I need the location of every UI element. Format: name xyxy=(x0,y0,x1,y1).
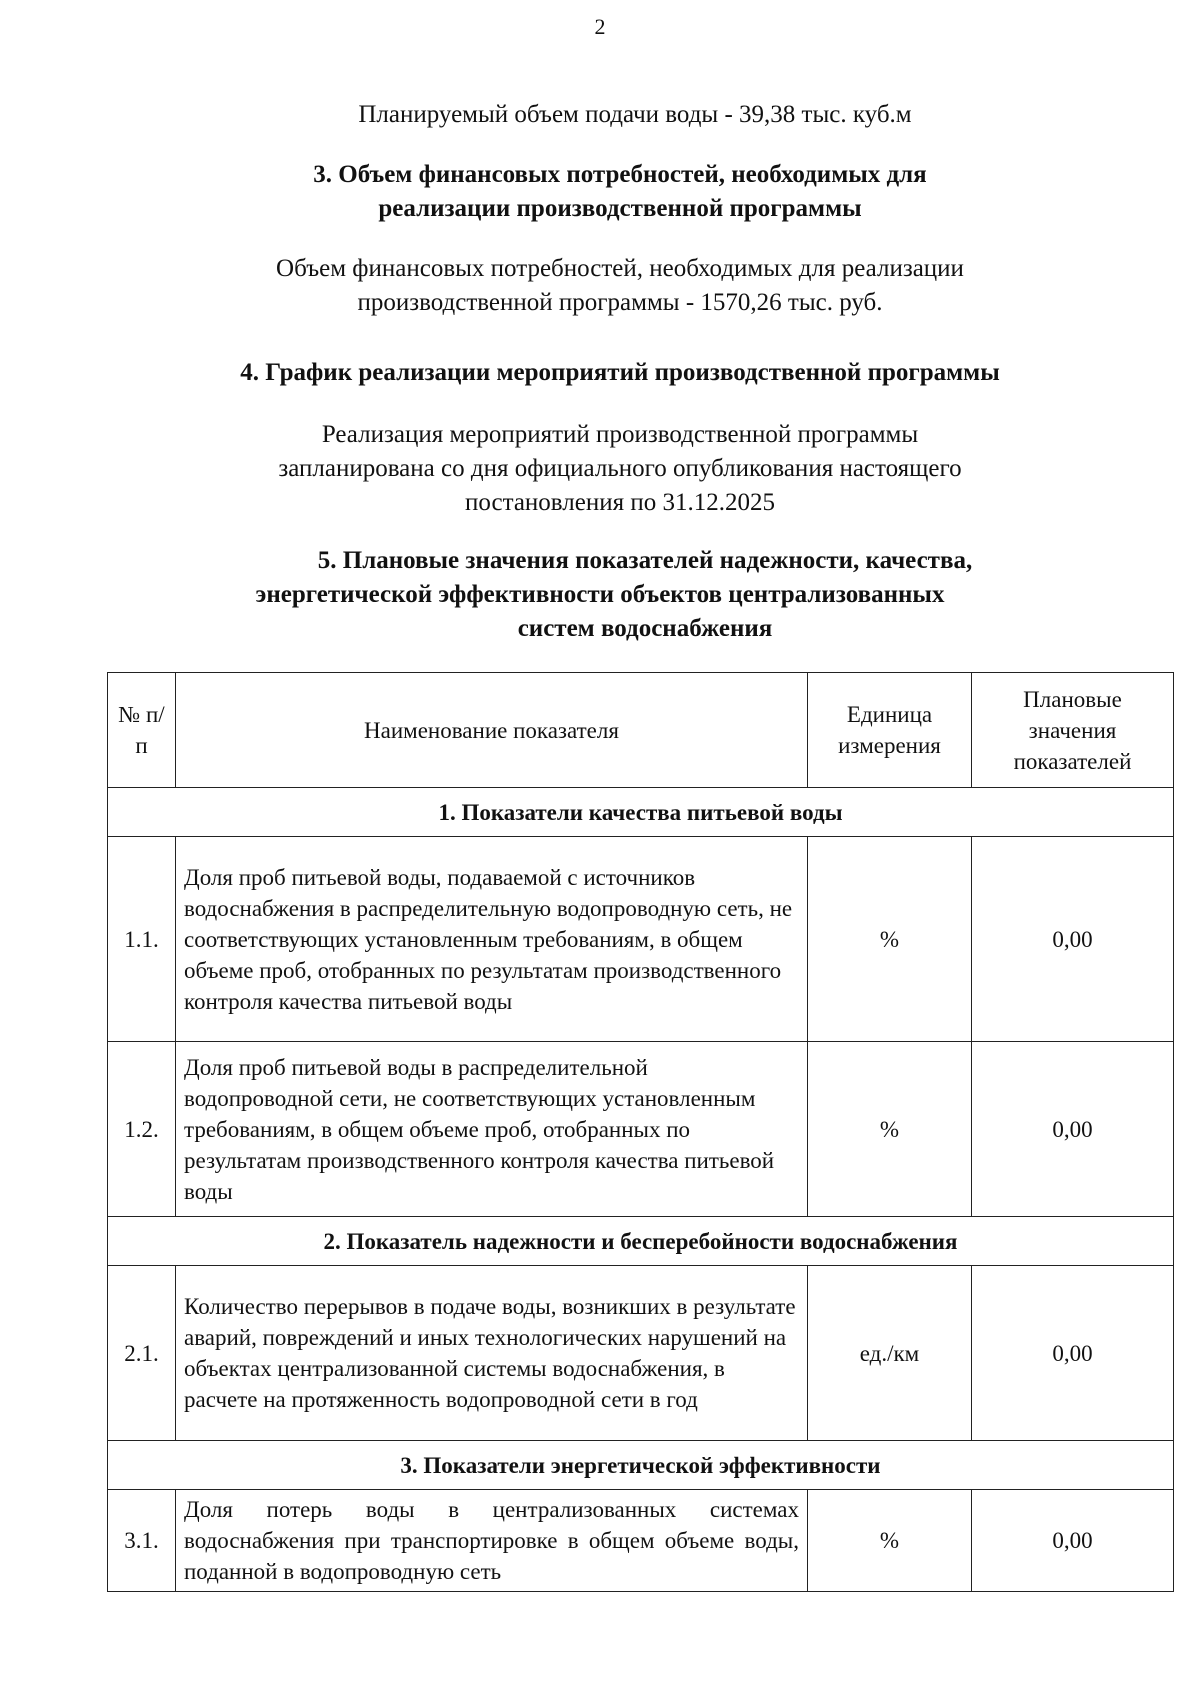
section-3-text-line-1: Объем финансовых потребностей, необходимых для реализации xyxy=(276,255,964,282)
section-4-text-line-2: запланирована со дня официального опубликования настоящего xyxy=(278,455,962,482)
table-row xyxy=(108,1042,1174,1217)
indicators-table xyxy=(107,672,1174,1592)
row-unit: % xyxy=(808,837,972,1042)
section-5-heading-line-2: энергетической эффективности объектов централизованных xyxy=(255,581,945,608)
section-3-heading-line-1: 3. Объем финансовых потребностей, необходимых для xyxy=(313,161,927,188)
supply-volume-text: Планируемый объем подачи воды - 39,38 тыс. куб.м xyxy=(358,101,912,128)
table-row xyxy=(108,1266,1174,1441)
section-3-heading xyxy=(0,158,1200,226)
table-row xyxy=(108,837,1174,1042)
section-3-text-line-2: производственной программы - 1570,26 тыс. руб. xyxy=(357,289,883,316)
row-name: Доля потерь воды в централизованных системах водоснабжения при транспортировке в общем объеме воды, поданной в водопроводную сеть xyxy=(176,1490,808,1592)
section-5-heading-line-3: систем водоснабжения xyxy=(517,615,773,642)
section-title: 3. Показатели энергетической эффективности xyxy=(108,1441,1174,1490)
table-section-row xyxy=(108,788,1174,837)
row-unit: % xyxy=(808,1042,972,1217)
row-value: 0,00 xyxy=(972,1042,1174,1217)
row-number: 3.1. xyxy=(108,1490,176,1592)
section-4-text-line-3: постановления по 31.12.2025 xyxy=(465,489,775,516)
row-number: 1.2. xyxy=(108,1042,176,1217)
row-name: Количество перерывов в подаче воды, возникших в результате аварий, повреждений и иных технологических нарушений на объектах централизованной системы водоснабжения, в расчете на протяженность водопроводной сети в год xyxy=(176,1266,808,1441)
header-number: № п/п xyxy=(108,673,176,788)
page-number: 2 xyxy=(594,14,606,39)
header-name: Наименование показателя xyxy=(176,673,808,788)
row-value: 0,00 xyxy=(972,837,1174,1042)
section-4-text xyxy=(0,418,1200,520)
table-header-row xyxy=(108,673,1174,788)
row-unit: ед./км xyxy=(808,1266,972,1441)
section-4-text-line-1: Реализация мероприятий производственной программы xyxy=(321,421,919,448)
section-5-heading xyxy=(0,544,1200,646)
row-value: 0,00 xyxy=(972,1266,1174,1441)
section-3-text xyxy=(0,252,1200,320)
row-name: Доля проб питьевой воды в распределительной водопроводной сети, не соответствующих установленным требованиям, в общем объеме проб, отобранных по результатам производственного контроля качества питьевой воды xyxy=(176,1042,808,1217)
table-row xyxy=(108,1490,1174,1592)
row-name: Доля проб питьевой воды, подаваемой с источников водоснабжения в распределительную водопроводную сеть, не соответствующих установленным требованиям, в общем объеме проб, отобранных по результатам производственного контроля качества питьевой воды xyxy=(176,837,808,1042)
table-section-row xyxy=(108,1217,1174,1266)
row-value: 0,00 xyxy=(972,1490,1174,1592)
section-4-heading: 4. График реализации мероприятий производственной программы xyxy=(240,359,1000,386)
row-number: 1.1. xyxy=(108,837,176,1042)
row-unit: % xyxy=(808,1490,972,1592)
row-number: 2.1. xyxy=(108,1266,176,1441)
table-section-row xyxy=(108,1441,1174,1490)
header-unit: Единица измерения xyxy=(808,673,972,788)
section-title: 2. Показатель надежности и бесперебойности водоснабжения xyxy=(108,1217,1174,1266)
section-title: 1. Показатели качества питьевой воды xyxy=(108,788,1174,837)
section-3-heading-line-2: реализации производственной программы xyxy=(378,195,862,222)
section-5-heading-line-1: 5. Плановые значения показателей надежности, качества, xyxy=(317,547,973,574)
header-value: Плановые значения показателей xyxy=(972,673,1174,788)
